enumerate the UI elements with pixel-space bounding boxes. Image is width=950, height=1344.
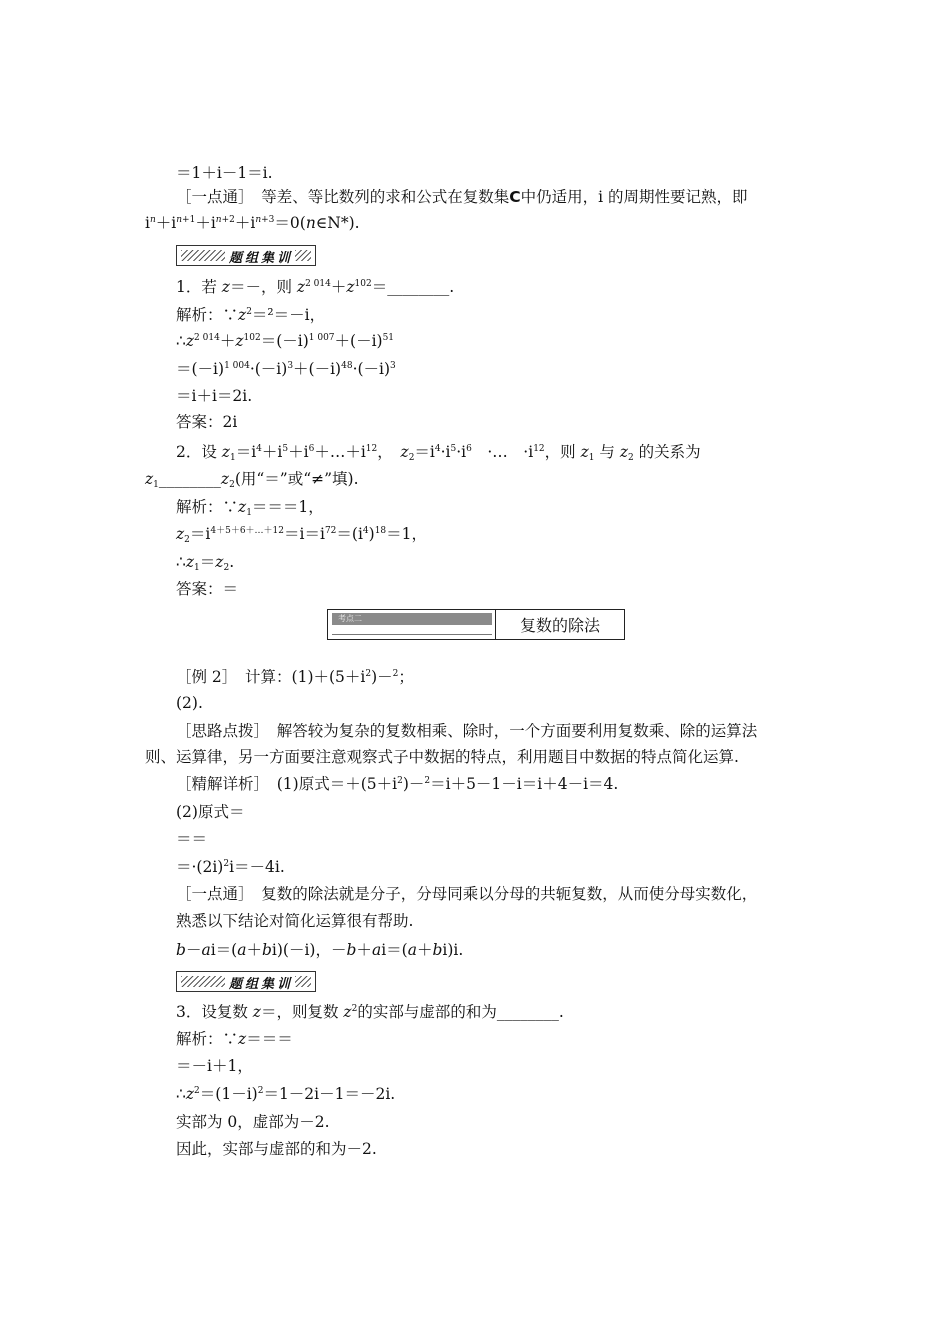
- text: ＝i＋i＝2i.: [176, 387, 253, 405]
- text: i)(－i)，－: [271, 941, 347, 959]
- text: )－: [402, 775, 425, 793]
- text: ＝i: [414, 443, 435, 461]
- text: 解析：∵: [176, 1030, 239, 1048]
- text: ＝0(: [274, 214, 306, 232]
- text: ［一点通］ 复数的除法就是分子，分母同乘以分母的共轭复数，从而使分母实数化，: [176, 885, 758, 903]
- text: a: [371, 941, 382, 959]
- text: ＋i: [288, 443, 309, 461]
- solution-line: $\therefore z^{2 014}+z^{102}=(-i)^{1 007}+(-i)^{51}$: [176, 332, 395, 350]
- solution-line: [176, 359, 396, 379]
- text: 72: [324, 526, 337, 536]
- text: ＝(－i): [176, 360, 225, 378]
- topic-title: 复数的除法: [520, 616, 601, 635]
- text: b: [176, 941, 186, 959]
- text: 48: [341, 361, 353, 371]
- solution-line: [176, 1112, 330, 1132]
- text: －: [185, 941, 202, 959]
- text: ［一点通］ 等差、等比数列的求和公式在复数集: [176, 188, 510, 206]
- solution-line: 解析：$\because z^2=^2=-i$，: [176, 306, 326, 324]
- text: 2: [351, 1004, 358, 1014]
- text: (2).: [176, 694, 203, 712]
- text: ＝＝: [176, 830, 208, 848]
- text: 2 014: [305, 279, 331, 289]
- text: 解析：∵: [176, 306, 239, 324]
- solution-line: $\therefore z^2=(1-i)^2=1-2i-1=-2i$.: [176, 1085, 396, 1103]
- text: ［思路点拨］ 解答较为复杂的复数相乘、除时，一个方面要利用复数乘、除的运算法: [176, 722, 758, 740]
- text: ·i: [440, 443, 451, 461]
- text: 与: [594, 443, 620, 461]
- text: ＋: [416, 941, 433, 959]
- formula-line: $i^n+i^{n+1}+i^{n+2}+i^{n+3}=0(n\in N*)$.: [145, 214, 360, 232]
- text: ［例 2］ 计算：(1)＋(5＋i: [176, 668, 366, 686]
- solution-line: [176, 1056, 253, 1076]
- hatch-decoration: [181, 250, 225, 261]
- text: ·i: [456, 443, 467, 461]
- text: 102: [354, 279, 372, 289]
- text: .: [229, 553, 235, 571]
- text: ＝(1－i): [199, 1085, 258, 1103]
- text: 4: [362, 526, 369, 536]
- solution-line: [176, 386, 252, 406]
- text: ＝i: [189, 525, 211, 543]
- text: ): [368, 525, 375, 543]
- formula-line: b－ai＝(a＋bi)(－i)，－b＋ai＝(a＋bi)i.: [176, 941, 464, 959]
- text: ∴: [176, 332, 186, 350]
- text: 2: [365, 669, 372, 679]
- text: ∈N*).: [315, 214, 360, 232]
- text: ·(－i): [352, 360, 391, 378]
- topic-tag-underline: [332, 625, 492, 635]
- text: ＝－，则: [229, 278, 297, 296]
- text: i)i.: [442, 941, 464, 959]
- text: ·… ·i: [471, 443, 534, 461]
- topic-tag: [332, 613, 492, 625]
- question-1-stem: 1．若 z＝－，则 $z^{2 014}+z^{102}=\_\_\_\_\_\_\_\_$.: [176, 278, 455, 296]
- text: ＝²＝－i，: [251, 306, 326, 324]
- solution-line: [176, 857, 285, 877]
- text: 2: [392, 669, 399, 679]
- hint-line: [145, 747, 739, 767]
- text: 3: [390, 361, 396, 371]
- text: 中仍适用，i 的周期性要记熟，即: [520, 188, 748, 206]
- text: ＝________.: [371, 278, 455, 296]
- text: (用“＝”或“≠”填).: [234, 470, 359, 488]
- text: 则、运算律，另一方面要注意观察式子中数据的特点，利用题目中数据的特点简化运算.: [145, 748, 739, 766]
- text: ，则: [544, 443, 581, 461]
- text: 3: [287, 361, 294, 371]
- note-line: [176, 884, 757, 904]
- answer-line: [176, 579, 238, 599]
- text: ＋i: [261, 443, 283, 461]
- text: 答案：＝: [176, 580, 239, 598]
- text: i＝－4i.: [229, 858, 285, 876]
- text: 3．设复数: [176, 1003, 253, 1021]
- solution-line: 解析：∵z＝＝＝: [176, 1030, 293, 1048]
- text: 答案：2i: [176, 413, 238, 431]
- text: ；: [398, 668, 414, 686]
- text: ＝i＋5－1－i＝i＋4－i＝4.: [430, 775, 619, 793]
- text: ＝(i: [336, 525, 363, 543]
- text: 2: [194, 1086, 200, 1096]
- text: 实部为 0，虚部为－2.: [176, 1113, 330, 1131]
- divider: [495, 610, 496, 639]
- text: 的关系为: [633, 443, 701, 461]
- hatch-decoration: [295, 250, 311, 261]
- text: 51: [382, 333, 395, 343]
- text: i＝(: [381, 941, 408, 959]
- text: ＝: [199, 553, 216, 571]
- text: ＋: [356, 941, 372, 959]
- text: ＋…＋i: [314, 443, 366, 461]
- text: ＋(－i): [293, 360, 342, 378]
- text: 18: [374, 526, 387, 536]
- text: 2．设: [176, 443, 222, 461]
- text: ＝＝＝1，: [251, 498, 324, 516]
- text: ＝1－2i－1＝－2i.: [263, 1085, 396, 1103]
- text: ＋(－i): [334, 332, 383, 350]
- text: C: [509, 188, 521, 206]
- banner-label: 题组集训: [229, 977, 294, 992]
- text: ＝＝＝: [246, 1030, 293, 1048]
- text-line: [176, 163, 273, 183]
- question-2-stem-cont: $z_1\_\_\_\_\_\_\_\_z_2$(用“＝”或“≠”填).: [145, 470, 359, 490]
- text: ________: [158, 470, 221, 488]
- topic-header-box: [327, 609, 625, 640]
- section-banner: [176, 971, 316, 992]
- text: (2)原式＝: [176, 803, 245, 821]
- text: 因此，实部与虚部的和为－2.: [176, 1140, 377, 1158]
- solution-line: 解析：$\because z_1===1$，: [176, 498, 324, 518]
- text: 1 007: [308, 333, 335, 343]
- text: 2: [257, 1086, 264, 1096]
- text: ［精解详析］ (1)原式＝＋(5＋i: [176, 775, 398, 793]
- hint-line: [176, 721, 757, 741]
- text: ∴: [176, 553, 186, 571]
- text: ＝1，: [386, 525, 428, 543]
- text: 1．若: [176, 278, 222, 296]
- text: n: [305, 214, 316, 232]
- text: ＝i＝i: [284, 525, 325, 543]
- text: ＝1＋i－1＝i.: [176, 164, 273, 182]
- text: ＋: [246, 941, 262, 959]
- text: ＝·(2i): [176, 858, 224, 876]
- text: ·(－i): [249, 360, 288, 378]
- solution-line: [176, 1139, 377, 1159]
- answer-line: [176, 412, 237, 432]
- note-line: [176, 187, 748, 207]
- example-line: [176, 667, 414, 687]
- section-banner: [176, 245, 316, 266]
- text: 解析：∵: [176, 498, 239, 516]
- text: ＝i: [235, 443, 257, 461]
- question-3-stem: 3．设复数 z＝，则复数 $z^2$的实部与虚部的和为________.: [176, 1003, 564, 1021]
- solution-line: [176, 829, 207, 849]
- text: z: [221, 278, 230, 296]
- text: )－: [371, 668, 393, 686]
- text: 2: [397, 776, 403, 786]
- solution-line: [176, 774, 618, 794]
- hatch-decoration: [181, 976, 225, 987]
- text: 2: [424, 776, 431, 786]
- text: ，: [377, 443, 385, 461]
- banner-label: 题组集训: [229, 251, 294, 266]
- hatch-decoration: [295, 976, 311, 987]
- topic-tag-label: 考点二: [338, 614, 362, 623]
- text: ＝，则复数: [260, 1003, 344, 1021]
- text: 2: [223, 859, 230, 869]
- text: ＝－i＋1，: [176, 1057, 253, 1075]
- question-2-stem: 2．设 $z_1=i^4+i^5+i^6+\dots+i^{12}$， $z_2=i^4\cdot i^5\cdot i^6$ ·… $\cdot i^{12}$，则 $z_1$ 与 $z_2$ 的关系为: [176, 443, 701, 463]
- note-line: [176, 911, 413, 931]
- text: 1 004: [224, 361, 250, 371]
- solution-line: $z_2=i^{4+5+6+\dots+12}=i=i^{72}=(i^4)^{18}=1$，: [176, 525, 428, 545]
- text: ＝(－i): [260, 332, 309, 350]
- text: 熟悉以下结论对简化运算很有帮助.: [176, 912, 414, 930]
- text: 4＋5＋6＋…＋12: [210, 526, 285, 536]
- text: 的实部与虚部的和为________.: [357, 1003, 564, 1021]
- text: ∴: [176, 1085, 186, 1103]
- solution-line: [176, 802, 244, 822]
- example-line: [176, 693, 203, 713]
- solution-line: $\therefore z_1=z_2$.: [176, 553, 235, 573]
- text: i＝(: [210, 941, 238, 959]
